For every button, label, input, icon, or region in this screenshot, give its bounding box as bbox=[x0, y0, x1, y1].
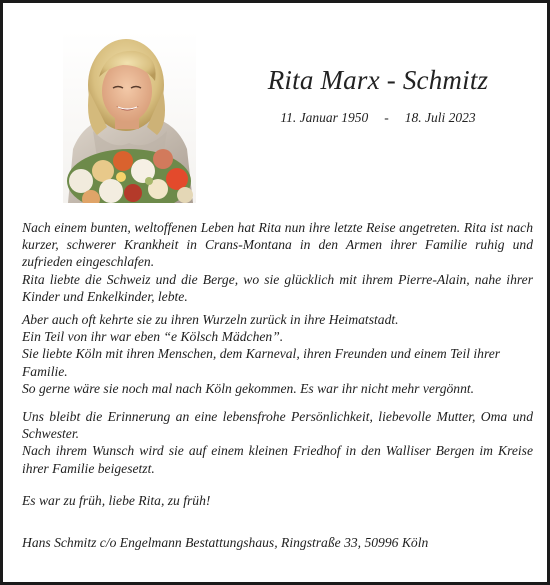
paragraph-line: Sie liebte Köln mit ihren Menschen, dem Karneval, ihren Freunden und einem Teil ihrer Familie. bbox=[22, 346, 501, 379]
paragraph-cologne bbox=[22, 311, 533, 397]
paragraph-memory bbox=[22, 408, 533, 477]
paragraph-line: Rita liebte die Schweiz und die Berge, wo sie glücklich mit ihrem Pierre-Alain, nahe ihrer Kinder und Enkelkinder, lebte. bbox=[22, 271, 533, 304]
signature-line: Hans Schmitz c/o Engelmann Bestattungshaus, Ringstraße 33, 50996 Köln bbox=[22, 535, 429, 550]
paragraph-line: Ein Teil von ihr war eben “e Kölsch Mädchen”. bbox=[22, 329, 284, 345]
deceased-name: Rita Marx - Schmitz bbox=[267, 65, 489, 95]
paragraph-line: So gerne wäre sie noch mal nach Köln gekommen. Es war ihr nicht mehr vergönnt. bbox=[22, 380, 475, 396]
portrait-photo bbox=[63, 31, 196, 203]
paragraph-farewell bbox=[22, 219, 533, 305]
paragraph-line: Nach ihrem Wunsch wird sie auf einem kleinen Friedhof in den Walliser Bergen im Kreise ihrer Familie beigesetzt. bbox=[22, 443, 533, 476]
closing-line: Es war zu früh, liebe Rita, zu früh! bbox=[22, 493, 211, 508]
death-date: 18. Juli 2023 bbox=[404, 110, 476, 125]
life-dates bbox=[233, 110, 523, 126]
paragraph-line: Aber auch oft kehrte sie zu ihren Wurzeln zurück in ihre Heimatstadt. bbox=[22, 312, 399, 327]
birth-date: 11. Januar 1950 bbox=[280, 110, 369, 125]
paragraph-line: Uns bleibt die Erinnerung an eine lebensfrohe Persönlichkeit, liebevolle Mutter, Oma und Schwester. bbox=[22, 409, 533, 442]
date-separator: - bbox=[384, 110, 389, 125]
paragraph-line: Nach einem bunten, weltoffenen Leben hat Rita nun ihre letzte Reise angetreten. Rita ist nach kurzer, schwerer Krankheit in Crans-Montana in den Armen ihrer Familie ruhig und zufrieden eingeschlafen. bbox=[22, 220, 533, 270]
